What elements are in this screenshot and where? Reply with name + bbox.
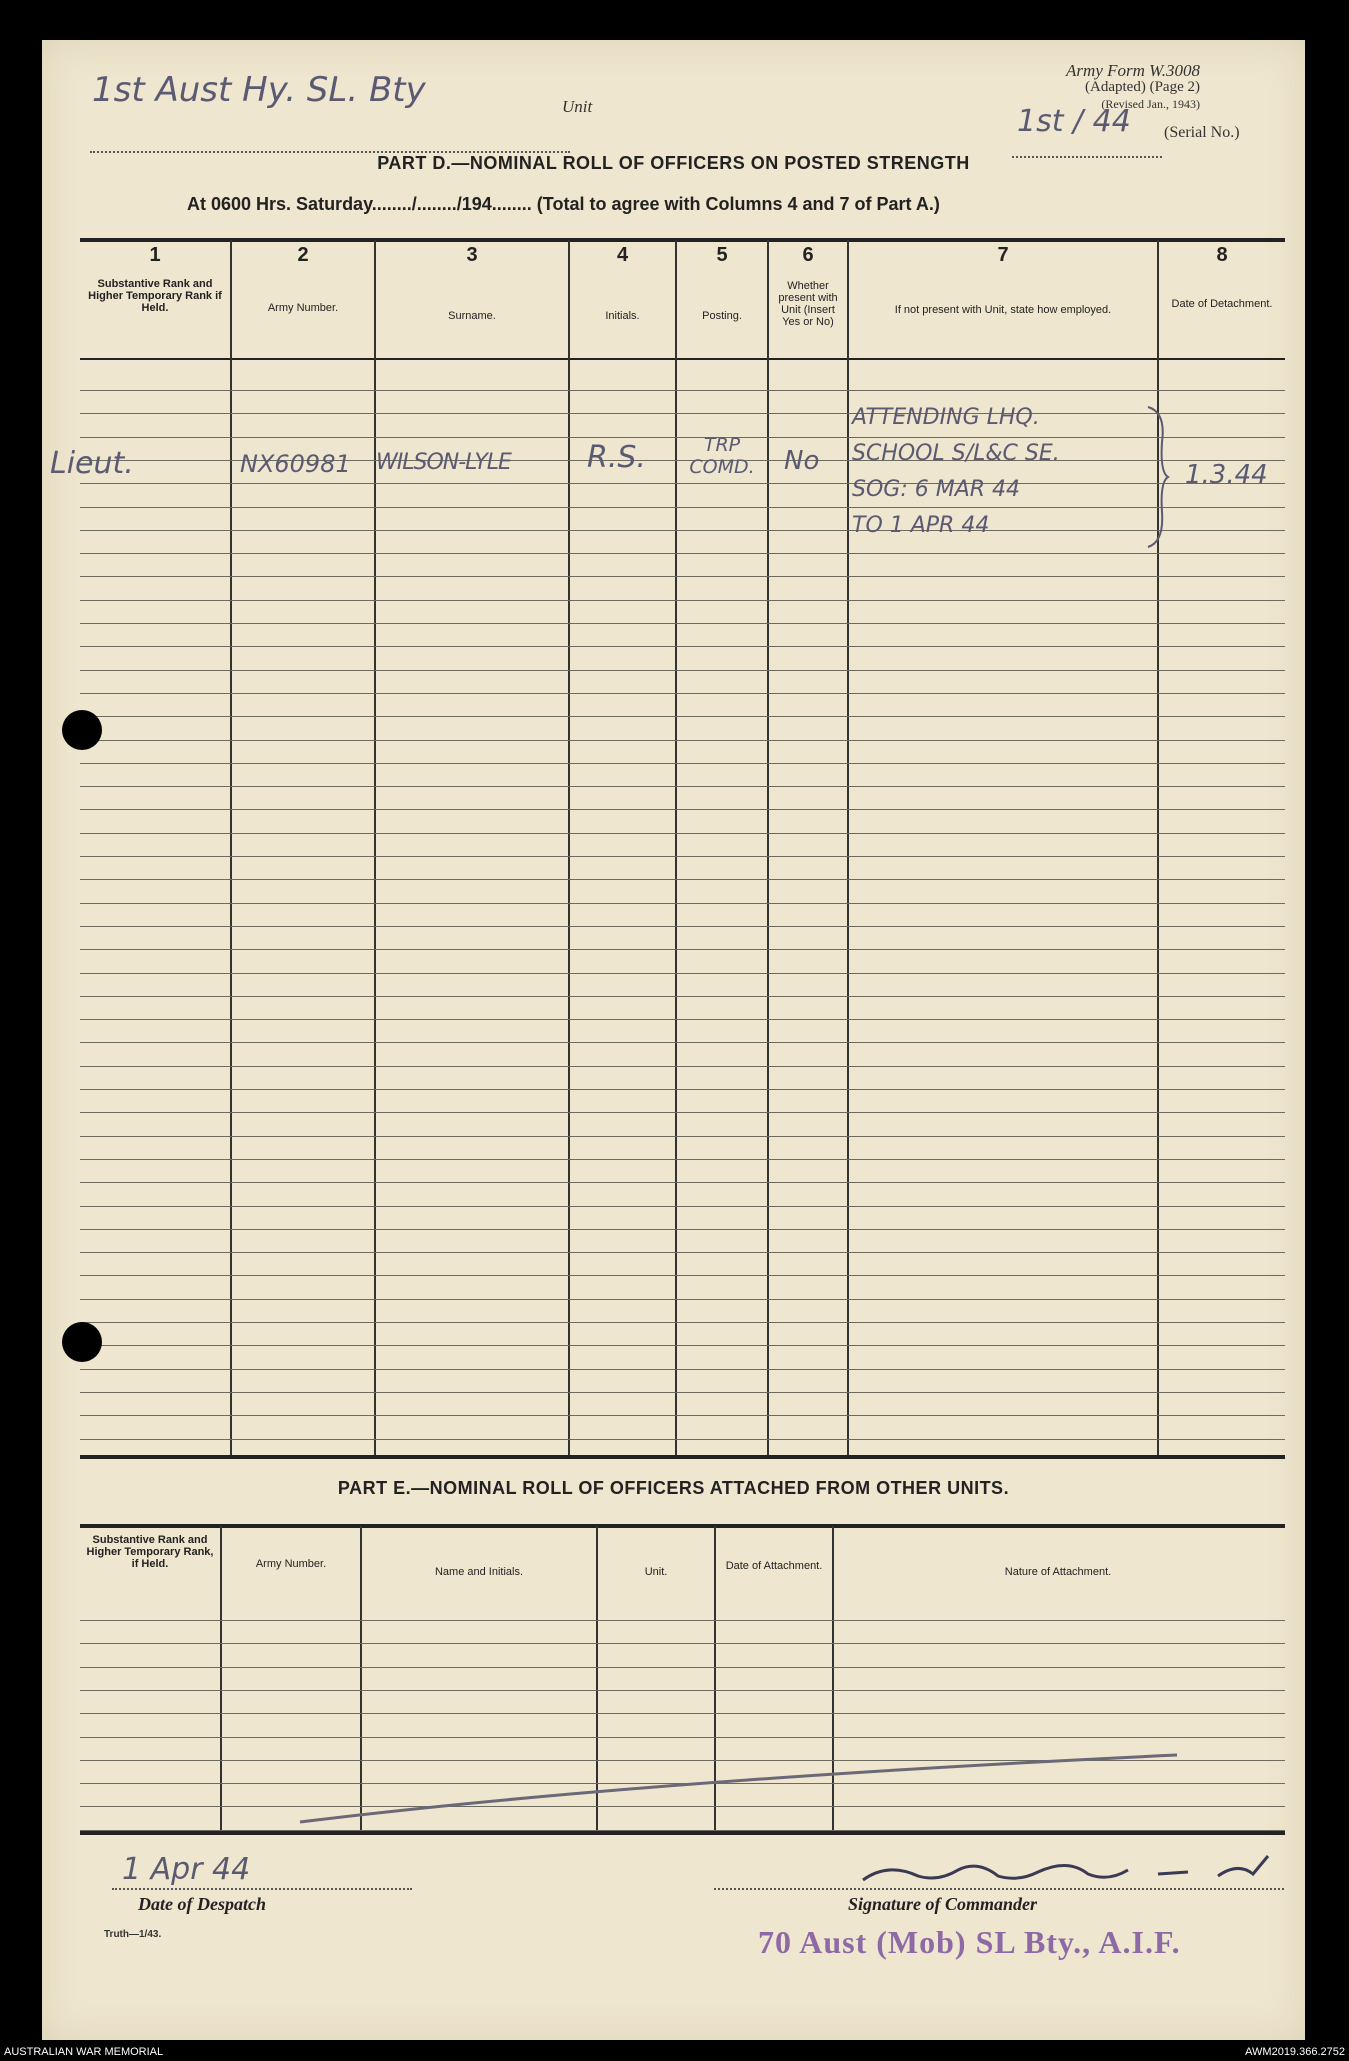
form-ref-line2: (Adapted) (Page 2) bbox=[1085, 79, 1200, 95]
employment-line-2: SCHOOL S/L&C SE. bbox=[852, 441, 1060, 466]
ruled-line bbox=[80, 1345, 1285, 1346]
form-ref-line1: Army Form W.3008 bbox=[1066, 61, 1200, 80]
col-6-number: 6 bbox=[802, 244, 814, 266]
col-5-number: 5 bbox=[716, 244, 728, 266]
part-d-title: PART D.—NOMINAL ROLL OF OFFICERS ON POSTED STRENGTH bbox=[377, 153, 970, 173]
part-e-col-army-number: Army Number. bbox=[255, 1558, 327, 1570]
part-e-col-name: Name and Initials. bbox=[434, 1566, 524, 1578]
ruled-line bbox=[80, 809, 1285, 810]
entry-initials: R.S. bbox=[587, 440, 646, 475]
entry-posting: TRP COMD. bbox=[689, 434, 755, 478]
ruled-line bbox=[80, 1322, 1285, 1323]
col-divider bbox=[374, 240, 376, 1455]
unit-line bbox=[90, 115, 570, 153]
ruled-line bbox=[80, 879, 1285, 880]
ruled-line bbox=[80, 1252, 1285, 1253]
col-divider bbox=[230, 240, 232, 1455]
form-page bbox=[42, 40, 1305, 2040]
ruled-line bbox=[80, 949, 1285, 950]
col-1-number: 1 bbox=[149, 244, 161, 266]
serial-handwritten: 1st / 44 bbox=[1017, 104, 1131, 139]
col-7-number: 7 bbox=[997, 244, 1009, 266]
cancel-stroke bbox=[242, 1710, 1182, 1830]
ruled-line bbox=[80, 413, 1285, 414]
entry-employment bbox=[852, 400, 1060, 544]
ruled-line bbox=[80, 1229, 1285, 1230]
part-e-col-unit: Unit. bbox=[644, 1566, 668, 1578]
part-e-top-rule bbox=[80, 1524, 1285, 1528]
ruled-line bbox=[80, 833, 1285, 834]
unit-label: Unit bbox=[562, 97, 593, 116]
ruled-line bbox=[80, 576, 1285, 577]
ruled-line bbox=[80, 1439, 1285, 1440]
col-4-number: 4 bbox=[616, 244, 629, 266]
entry-army-number: NX60981 bbox=[240, 450, 351, 478]
ruled-line bbox=[80, 1667, 1285, 1668]
ruled-line bbox=[80, 1620, 1285, 1621]
col-3-heading: Surname. bbox=[448, 310, 496, 322]
ruled-line bbox=[80, 1392, 1285, 1393]
col-8-heading: Date of Detachment. bbox=[1171, 298, 1273, 310]
table-top-rule bbox=[80, 238, 1285, 242]
col-divider bbox=[847, 240, 849, 1455]
form-ref-line3: (Revised Jan., 1943) bbox=[1101, 97, 1200, 111]
col-4-heading: Initials. bbox=[605, 310, 640, 322]
ruled-line bbox=[80, 507, 1285, 508]
col-divider bbox=[767, 240, 769, 1455]
ruled-line bbox=[80, 646, 1285, 647]
ruled-line bbox=[80, 1112, 1285, 1113]
employment-line-1: ATTENDING LHQ. bbox=[852, 405, 1040, 430]
ruled-line bbox=[80, 926, 1285, 927]
unit-handwritten: 1st Aust Hy. SL. Bty bbox=[92, 70, 426, 110]
col-3-number: 3 bbox=[466, 244, 478, 266]
ruled-line bbox=[80, 1182, 1285, 1183]
employment-line-4: TO 1 APR 44 bbox=[852, 513, 990, 538]
unit-stamp: 70 Aust (Mob) SL Bty., A.I.F. bbox=[758, 1924, 1181, 1960]
despatch-date-handwritten: 1 Apr 44 bbox=[122, 1852, 251, 1887]
ruled-line bbox=[80, 903, 1285, 904]
col-5-heading: Posting. bbox=[702, 310, 742, 322]
part-e-col-date: Date of Attachment. bbox=[725, 1560, 823, 1572]
col-divider bbox=[675, 240, 677, 1455]
entry-present: No bbox=[784, 446, 820, 476]
part-e-col-nature: Nature of Attachment. bbox=[1004, 1566, 1112, 1578]
part-e-title: PART E.—NOMINAL ROLL OF OFFICERS ATTACHED FROM OTHER UNITS. bbox=[337, 1478, 1010, 1498]
col-divider bbox=[568, 240, 570, 1455]
punch-hole bbox=[62, 710, 102, 750]
ruled-line bbox=[80, 973, 1285, 974]
signature-line bbox=[714, 1886, 1284, 1890]
ruled-line bbox=[80, 856, 1285, 857]
ruled-line bbox=[80, 1415, 1285, 1416]
ruled-line bbox=[80, 1206, 1285, 1207]
ruled-line bbox=[80, 1089, 1285, 1090]
ruled-line bbox=[80, 1159, 1285, 1160]
ruled-line bbox=[80, 530, 1285, 531]
ruled-line bbox=[80, 740, 1285, 741]
ruled-line bbox=[80, 390, 1285, 391]
ruled-line bbox=[80, 693, 1285, 694]
col-7-heading: If not present with Unit, state how employed. bbox=[894, 304, 1112, 316]
entry-surname: WILSON-LYLE bbox=[376, 450, 511, 475]
entry-rank: Lieut. bbox=[50, 446, 134, 481]
col-2-number: 2 bbox=[297, 244, 309, 266]
caption-left: AUSTRALIAN WAR MEMORIAL bbox=[4, 2046, 164, 2058]
date-of-despatch-label: Date of Despatch bbox=[138, 1894, 266, 1914]
ruled-line bbox=[80, 1690, 1285, 1691]
ruled-line bbox=[80, 483, 1285, 484]
ruled-line bbox=[80, 1042, 1285, 1043]
punch-hole bbox=[62, 1322, 102, 1362]
ruled-line bbox=[80, 600, 1285, 601]
signature-label: Signature of Commander bbox=[848, 1894, 1038, 1914]
ruled-line bbox=[80, 1136, 1285, 1137]
despatch-line bbox=[112, 1886, 412, 1890]
table-bottom-rule bbox=[80, 1455, 1285, 1459]
ruled-line bbox=[80, 786, 1285, 787]
col-8-number: 8 bbox=[1216, 244, 1228, 266]
ruled-line bbox=[80, 996, 1285, 997]
part-e-col-rank: Substantive Rank and Higher Temporary Rank, if Held. bbox=[86, 1534, 214, 1570]
col-2-heading: Army Number. bbox=[267, 302, 339, 314]
part-e-bottom-rule bbox=[80, 1831, 1285, 1835]
ruled-line bbox=[80, 716, 1285, 717]
serial-label: (Serial No.) bbox=[1164, 124, 1240, 141]
at-time-line: At 0600 Hrs. Saturday......../......../194........ (Total to agree with Columns 4 and 7 of Part A.) bbox=[187, 194, 940, 214]
ruled-line bbox=[80, 670, 1285, 671]
col-6-heading: Whether present with Unit (Insert Yes or No) bbox=[778, 280, 838, 328]
entry-detachment-date: 1.3.44 bbox=[1185, 460, 1268, 490]
part-e-divider bbox=[220, 1526, 222, 1831]
employment-line-3: SOG: 6 MAR 44 bbox=[852, 477, 1021, 502]
header-bottom-rule bbox=[80, 358, 1285, 360]
caption-right: AWM2019.366.2752 bbox=[1245, 2046, 1345, 2058]
printer-mark: Truth—1/43. bbox=[104, 1929, 162, 1940]
ruled-line bbox=[80, 1019, 1285, 1020]
ruled-line bbox=[80, 763, 1285, 764]
ruled-line bbox=[80, 1066, 1285, 1067]
ruled-line bbox=[80, 1275, 1285, 1276]
ruled-line bbox=[80, 1369, 1285, 1370]
ruled-line bbox=[80, 623, 1285, 624]
col-1-heading: Substantive Rank and Higher Temporary Rank if Held. bbox=[88, 278, 222, 314]
brace-mark bbox=[1142, 402, 1172, 552]
ruled-line bbox=[80, 1299, 1285, 1300]
ruled-line bbox=[80, 553, 1285, 554]
ruled-line bbox=[80, 1643, 1285, 1644]
